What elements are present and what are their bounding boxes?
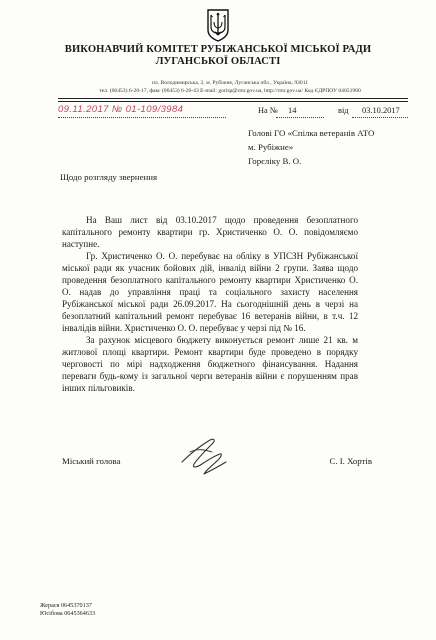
address-line-1: пл. Володимирська, 2, м. Рубіжне, Луганська обл., Україна, 93011 (151, 80, 309, 86)
reply-number-label: На № (258, 106, 278, 115)
organization-contacts (80, 80, 380, 95)
header-divider-thick (58, 98, 408, 99)
letter-body (62, 214, 358, 394)
reply-number-underline (276, 117, 324, 118)
addressee-block (248, 126, 374, 168)
organization-line-1: ВИКОНАВЧИЙ КОМІТЕТ РУБІЖАНСЬКОЇ МІСЬКОЇ РАДИ (64, 44, 372, 55)
trident-emblem-icon (206, 8, 230, 42)
reply-date-label: від (338, 106, 349, 115)
executors-block (40, 602, 95, 618)
registration-underline (58, 117, 226, 118)
signatory-position: Міський голова (62, 456, 121, 466)
executor-line-1: Жерася 0645370137 (40, 602, 92, 609)
reply-date-underline (352, 117, 408, 118)
executor-line-2: Юсібова 0645364633 (40, 610, 96, 617)
addressee-line-1: Голові ГО «Спілка ветеранів АТО (248, 128, 375, 138)
registration-stamp: 09.11.2017 № 01-109/3984 (58, 104, 184, 115)
address-line-2: тел. (06453) 6-20-17, факс (06453) 6-20-43 E-mail: gorisp@rmr.gov.ua, http://rmr.gov.ua/ Код ЄДРПОУ 04051980 (99, 87, 361, 94)
handwritten-signature (176, 432, 236, 480)
reply-number-value: 14 (288, 106, 297, 115)
reply-date-value: 03.10.2017 (362, 106, 400, 115)
addressee-line-2: м. Рубіжне» (248, 142, 294, 152)
organization-name (60, 44, 376, 68)
signatory-name: С. І. Хортів (329, 456, 372, 466)
body-paragraph-2: Гр. Христиченко О. О. перебуває на обліку в УПСЗН Рубіжанської міської ради як учасник бойових дій, інвалід війни 2 групи. Заява щодо проведення безоплатного капітального ремонту квартири Христиченко О. О. надав до управління праці та соціального захисту населення Рубіжанської міської ради 26.09.2017. На сьогоднішній день в черзі на безоплатний капітальний ремонт перебуває 16 ветеранів війни, в т.ч. 12 інвалідів війни. Христиченко О. О. перебуває у черзі під № 16. (62, 251, 358, 333)
addressee-line-3: Горєліку В. О. (248, 156, 302, 166)
organization-line-2: ЛУГАНСЬКОЇ ОБЛАСТІ (155, 56, 281, 67)
letter-subject: Щодо розгляду звернення (60, 172, 157, 182)
body-paragraph-3: За рахунок місцевого бюджету виконується ремонт лише 21 кв. м житлової площі квартири. Ремонт квартири буде проведено в порядку черговості по мірі надходження бюджетного фінансування. Надання переваги будь-кому із загальної черги ветеранів війни є порушенням прав інших пільговиків. (62, 335, 358, 393)
body-paragraph-1: На Ваш лист від 03.10.2017 щодо проведення безоплатного капітального ремонту квартири гр. Христиченко О. О. повідомляємо наступне. (62, 215, 358, 249)
header-divider-thin (58, 101, 408, 102)
